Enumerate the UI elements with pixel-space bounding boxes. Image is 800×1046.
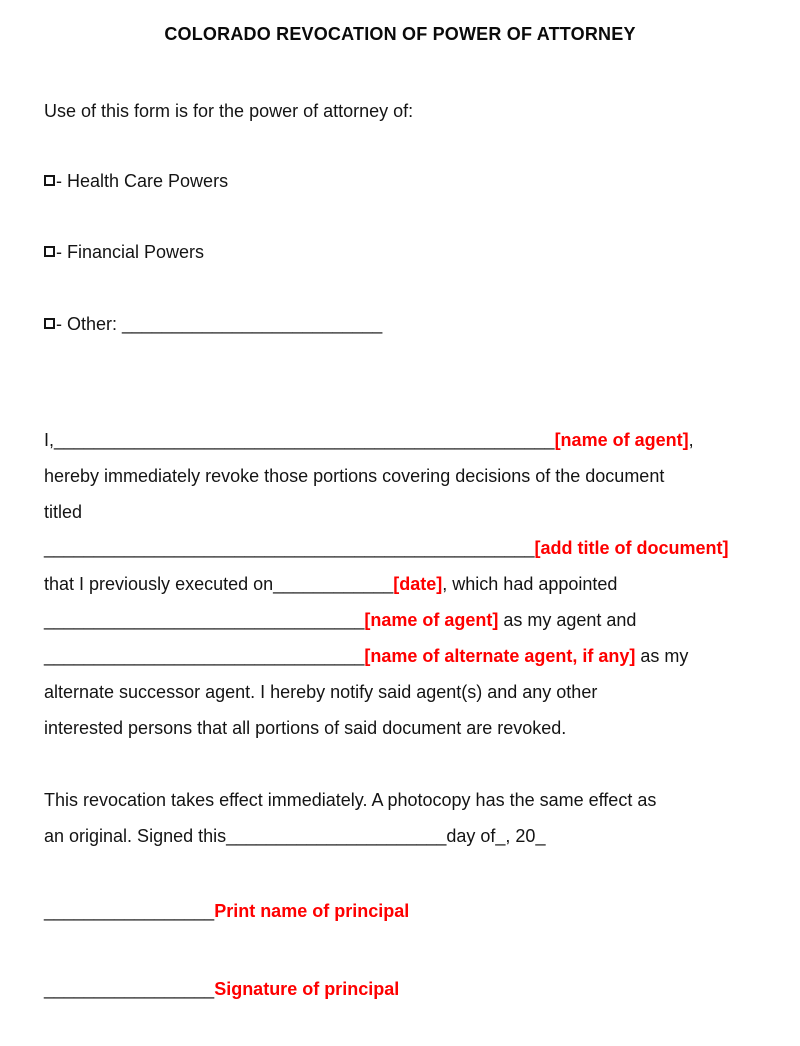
- print-name-blank-line[interactable]: _________________: [44, 901, 215, 921]
- name-of-agent-placeholder-2: [name of agent]: [364, 610, 499, 630]
- closing-line-1: This revocation takes effect immediately. A photocopy has the same effect as: [44, 790, 657, 810]
- paragraph-line-4: [44, 530, 780, 566]
- health-care-checkbox[interactable]: [44, 175, 55, 186]
- name-of-alternate-agent-placeholder: [name of alternate agent, if any]: [364, 646, 636, 666]
- paragraph-line-6: [44, 602, 780, 638]
- name-of-agent-placeholder: [name of agent]: [554, 430, 689, 450]
- paragraph-line-1: [44, 422, 780, 458]
- document-title-blank-line[interactable]: _________________________________________________: [44, 538, 535, 558]
- date-placeholder: [date]: [393, 574, 443, 594]
- paragraph-line-2: hereby immediately revoke those portions covering decisions of the document: [44, 466, 665, 486]
- line1-suffix: ,: [688, 430, 694, 450]
- checkbox-row-health-care: [44, 170, 228, 192]
- health-care-label: - Health Care Powers: [56, 171, 229, 191]
- document-title: COLORADO REVOCATION OF POWER OF ATTORNEY: [164, 24, 636, 44]
- appointed-agent-blank-line[interactable]: ________________________________: [44, 610, 365, 630]
- add-title-of-document-placeholder: [add title of document]: [534, 538, 729, 558]
- signature-row: [44, 977, 399, 1001]
- paragraph-line-5: [44, 566, 780, 602]
- line5-prefix: that I previously executed on: [44, 574, 274, 594]
- other-label: - Other:: [56, 314, 123, 334]
- financial-checkbox[interactable]: [44, 246, 55, 257]
- alternate-agent-blank-line[interactable]: ________________________________: [44, 646, 365, 666]
- revocation-paragraph: [44, 422, 780, 746]
- closing-line-2: [44, 818, 780, 854]
- print-name-label: Print name of principal: [214, 901, 410, 921]
- line5-suffix: , which had appointed: [442, 574, 618, 594]
- other-checkbox[interactable]: [44, 318, 55, 329]
- line6-suffix: as my agent and: [498, 610, 637, 630]
- checkbox-row-other: [44, 313, 382, 335]
- line1-prefix: I,: [44, 430, 55, 450]
- paragraph-line-3: titled: [44, 502, 83, 522]
- signature-label: Signature of principal: [214, 979, 400, 999]
- paragraph-line-7: [44, 638, 780, 674]
- paragraph-line-8: alternate successor agent. I hereby notify said agent(s) and any other: [44, 682, 598, 702]
- checkbox-row-financial: [44, 241, 204, 263]
- execution-date-blank-line[interactable]: ____________: [273, 574, 394, 594]
- financial-label: - Financial Powers: [56, 242, 205, 262]
- line7-suffix: as my: [635, 646, 689, 666]
- print-name-row: [44, 899, 409, 923]
- signature-blank-line[interactable]: _________________: [44, 979, 215, 999]
- day-of-text: day of_, 20_: [446, 826, 546, 846]
- signed-this-text: an original. Signed this: [44, 826, 227, 846]
- agent-name-blank-line[interactable]: __________________________________________________: [54, 430, 555, 450]
- closing-paragraph: [44, 782, 780, 854]
- intro-text: Use of this form is for the power of attorney of:: [44, 101, 414, 121]
- signed-date-blank-line[interactable]: ______________________: [226, 826, 447, 846]
- paragraph-line-9: interested persons that all portions of said document are revoked.: [44, 718, 567, 738]
- other-blank-line[interactable]: __________________________: [122, 314, 383, 334]
